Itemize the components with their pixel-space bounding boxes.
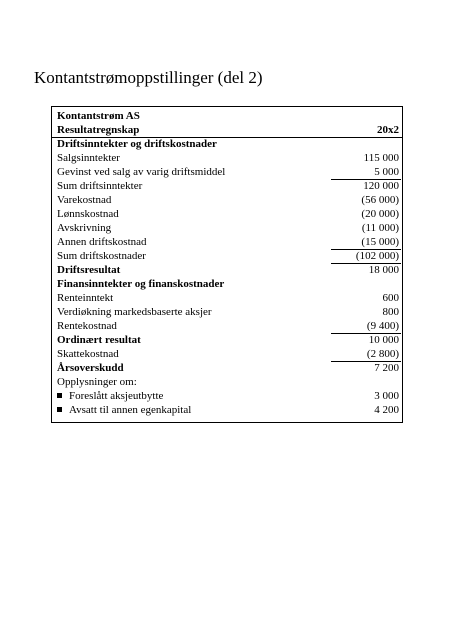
table-row — [52, 320, 402, 333]
list-item — [52, 390, 402, 403]
row-label: Sum driftskostnader — [57, 250, 146, 262]
report-header-row — [52, 124, 402, 137]
bullet-icon — [57, 393, 62, 398]
page-title: Kontantstrømoppstillinger (del 2) — [34, 68, 263, 87]
row-value: 120 000 — [363, 180, 399, 192]
section-heading-financial: Finansinntekter og finanskostnader — [57, 278, 225, 290]
row-value: 7 200 — [374, 362, 399, 374]
table-row — [52, 208, 402, 221]
row-label: Varekostnad — [57, 194, 112, 206]
row-value: (2 800) — [366, 348, 399, 360]
row-label: Årsoverskudd — [57, 362, 124, 374]
row-value: 115 000 — [363, 152, 399, 164]
section-heading — [52, 138, 402, 151]
section-heading — [52, 278, 402, 291]
row-value: (11 000) — [361, 222, 399, 234]
row-value: 600 — [382, 292, 399, 304]
row-value: (56 000) — [361, 194, 399, 206]
table-row — [52, 264, 402, 277]
row-label: Renteinntekt — [57, 292, 114, 304]
row-label: Salgsinntekter — [57, 152, 120, 164]
bullet-icon — [57, 407, 62, 412]
table-row — [52, 166, 402, 179]
row-value: 5 000 — [374, 166, 399, 178]
row-label: Driftsresultat — [57, 264, 121, 276]
table-row — [52, 376, 402, 389]
year-header: 20x2 — [377, 124, 399, 136]
table-row — [52, 152, 402, 165]
table-row — [52, 180, 402, 193]
row-label: Annen driftskostnad — [57, 236, 147, 248]
row-label: Sum driftsinntekter — [57, 180, 143, 192]
row-value: 10 000 — [368, 334, 399, 346]
table-row — [52, 292, 402, 305]
row-label: Foreslått aksjeutbytte — [69, 390, 164, 402]
row-label: Avskrivning — [57, 222, 112, 234]
table-row — [52, 222, 402, 235]
row-label: Opplysninger om: — [57, 376, 137, 388]
row-label: Avsatt til annen egenkapital — [69, 404, 192, 416]
row-label: Skattekostnad — [57, 348, 119, 360]
row-value: (9 400) — [366, 320, 399, 332]
row-value: (102 000) — [355, 250, 399, 262]
row-label: Lønnskostnad — [57, 208, 119, 220]
row-label: Ordinært resultat — [57, 334, 141, 346]
income-statement-table — [51, 106, 403, 423]
table-row — [52, 250, 402, 263]
table-row — [52, 194, 402, 207]
company-name: Kontantstrøm AS — [57, 110, 140, 122]
table-row — [52, 236, 402, 249]
row-label: Gevinst ved salg av varig driftsmiddel — [57, 166, 226, 178]
table-row — [52, 334, 402, 347]
row-label: Rentekostnad — [57, 320, 117, 332]
table-row — [52, 348, 402, 361]
row-value: 18 000 — [368, 264, 399, 276]
row-value: (15 000) — [361, 236, 399, 248]
report-title: Resultatregnskap — [57, 124, 140, 136]
row-value: 3 000 — [374, 390, 399, 402]
table-row — [52, 362, 402, 375]
list-item — [52, 404, 402, 417]
row-value: 4 200 — [374, 404, 399, 416]
row-label: Verdiøkning markedsbaserte aksjer — [57, 306, 212, 318]
company-row — [52, 110, 402, 123]
row-value: (20 000) — [361, 208, 399, 220]
row-value: 800 — [382, 306, 399, 318]
table-row — [52, 306, 402, 319]
section-heading-operating: Driftsinntekter og driftskostnader — [57, 138, 217, 150]
